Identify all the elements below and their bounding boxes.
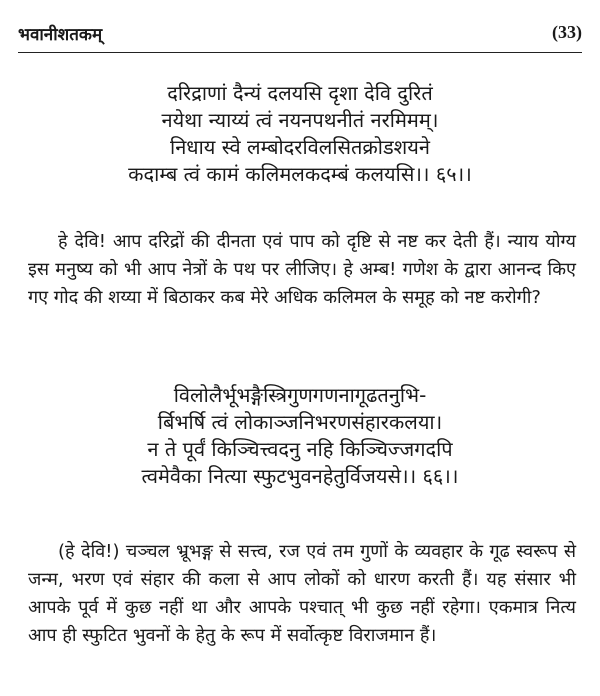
verse-66 [0,382,600,490]
running-header [18,22,582,53]
verse-line: दरिद्राणां दैन्यं दलयसि दृशा देवि दुरितं [167,81,433,105]
verse-line: नयेथा न्याय्यं त्वं नयनपथनीतं नरमिमम्। [161,108,439,132]
verse-65 [0,80,600,188]
verse-line: त्वमेवैका नित्या स्फुटभुवनहेतुर्विजयसे।। ६६।। [141,464,459,488]
verse-line: न ते पूर्वं किञ्चित्त्वदनु नहि किञ्चिज्जगदपि [147,437,453,461]
verse-line: निधाय स्वे लम्बोदरविलसितक्रोडशयने [170,135,430,159]
book-title: भवानीशतकम् [18,25,103,45]
page-number: (33) [552,22,582,42]
commentary-verse-66: (हे देवि!) चञ्चल भ्रूभङ्ग से सत्त्व, रज एवं तम गुणों के व्यवहार के गूढ स्वरूप से जन्म, भरण एवं संहार की कला से आप लोकों को धारण करती हैं। यह संसार भी आपके पूर्व में कुछ नहीं था और आपके पश्चात् भी कुछ नहीं रहेगा। एकमात्र नित्य आप ही स्फुटित भुवनों के हेतु के रूप में सर्वोत्कृष्ट विराजमान हैं। [28,541,576,646]
verse-line: कदाम्ब त्वं कामं कलिमलकदम्बं कलयसि।। ६५।। [128,162,472,186]
commentary-verse-65: हे देवि! आप दरिद्रों की दीनता एवं पाप को दृष्टि से नष्ट कर देती हैं। न्याय योग्य इस मनुष्य को भी आप नेत्रों के पथ पर लीजिए। हे अम्ब! गणेश के द्वारा आनन्द किए गए गोद की शय्या में बिठाकर कब मेरे अधिक कलिमल के समूह को नष्ट करोगी? [28,231,576,308]
verse-line: विलोलैर्भूभङ्गैस्त्रिगुणगणनागूढतनुभि- [173,383,427,407]
verse-line: र्बिभर्षि त्वं लोकाञ्जनिभरणसंहारकलया। [157,410,443,434]
